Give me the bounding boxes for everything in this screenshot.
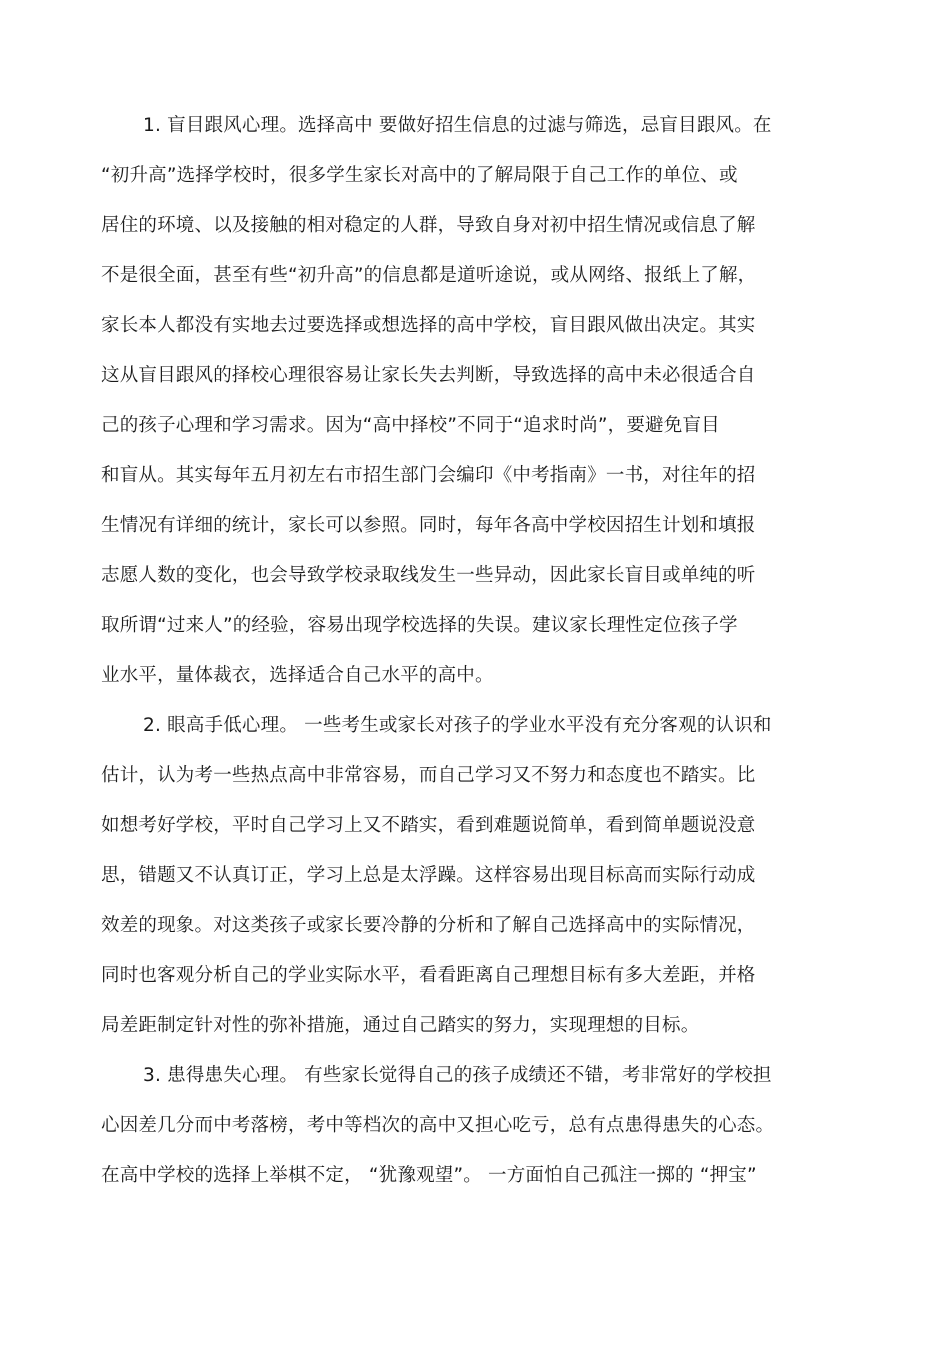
text-line: 取所谓“过来人”的经验，容易出现学校选择的失误。建议家长理性定位孩子学 xyxy=(101,615,738,636)
text-line: 志愿人数的变化，也会导致学校录取线发生一些异动，因此家长盲目或单纯的听 xyxy=(101,565,756,586)
text-line: 生情况有详细的统计，家长可以参照。同时，每年各高中学校因招生计划和填报 xyxy=(101,515,756,536)
text-line: 这从盲目跟风的择校心理很容易让家长失去判断，导致选择的高中未必很适合自 xyxy=(101,365,756,386)
text-line: 不是很全面，甚至有些“初升高”的信息都是道听途说，或从网络、报纸上了解， xyxy=(101,265,757,286)
text-line: 业水平，量体裁衣，选择适合自己水平的高中。 xyxy=(101,665,494,686)
text-line: 估计，认为考一些热点高中非常容易，而自己学习又不努力和态度也不踏实。比 xyxy=(101,765,756,786)
text-line: 效差的现象。对这类孩子或家长要冷静的分析和了解自己选择高中的实际情况， xyxy=(101,915,756,936)
text-line: 思，错题又不认真订正，学习上总是太浮躁。这样容易出现目标高而实际行动成 xyxy=(101,865,756,886)
text-line: 和盲从。其实每年五月初左右市招生部门会编印《中考指南》一书，对往年的招 xyxy=(101,465,756,486)
text-line: 在高中学校的选择上举棋不定， “犹豫观望”。 一方面怕自己孤注一掷的 “押宝” xyxy=(101,1165,757,1186)
text-line: 己的孩子心理和学习需求。因为“高中择校”不同于“追求时尚”，要避免盲目 xyxy=(101,415,720,436)
text-line: 同时也客观分析自己的学业实际水平，看看距离自己理想目标有多大差距，并格 xyxy=(101,965,756,986)
text-line: 家长本人都没有实地去过要选择或想选择的高中学校，盲目跟风做出决定。其实 xyxy=(101,315,756,336)
text-line: 局差距制定针对性的弥补措施，通过自己踏实的努力，实现理想的目标。 xyxy=(101,1015,700,1036)
text-line: 3. 患得患失心理。 有些家长觉得自己的孩子成绩还不错，考非常好的学校担 xyxy=(143,1065,772,1086)
text-line: 1. 盲目跟风心理。选择高中 要做好招生信息的过滤与筛选，忌盲目跟风。在 xyxy=(143,115,772,136)
text-line: 2. 眼高手低心理。 一些考生或家长对孩子的学业水平没有充分客观的认识和 xyxy=(143,715,772,736)
text-line: 心因差几分而中考落榜，考中等档次的高中又担心吃亏，总有点患得患失的心态。 xyxy=(101,1115,775,1136)
text-line: 如想考好学校，平时自己学习上又不踏实，看到难题说简单，看到简单题说没意 xyxy=(101,815,756,836)
text-line: “初升高”选择学校时，很多学生家长对高中的了解局限于自己工作的单位、或 xyxy=(101,165,738,186)
text-line: 居住的环境、以及接触的相对稳定的人群，导致自身对初中招生情况或信息了解 xyxy=(101,215,756,236)
